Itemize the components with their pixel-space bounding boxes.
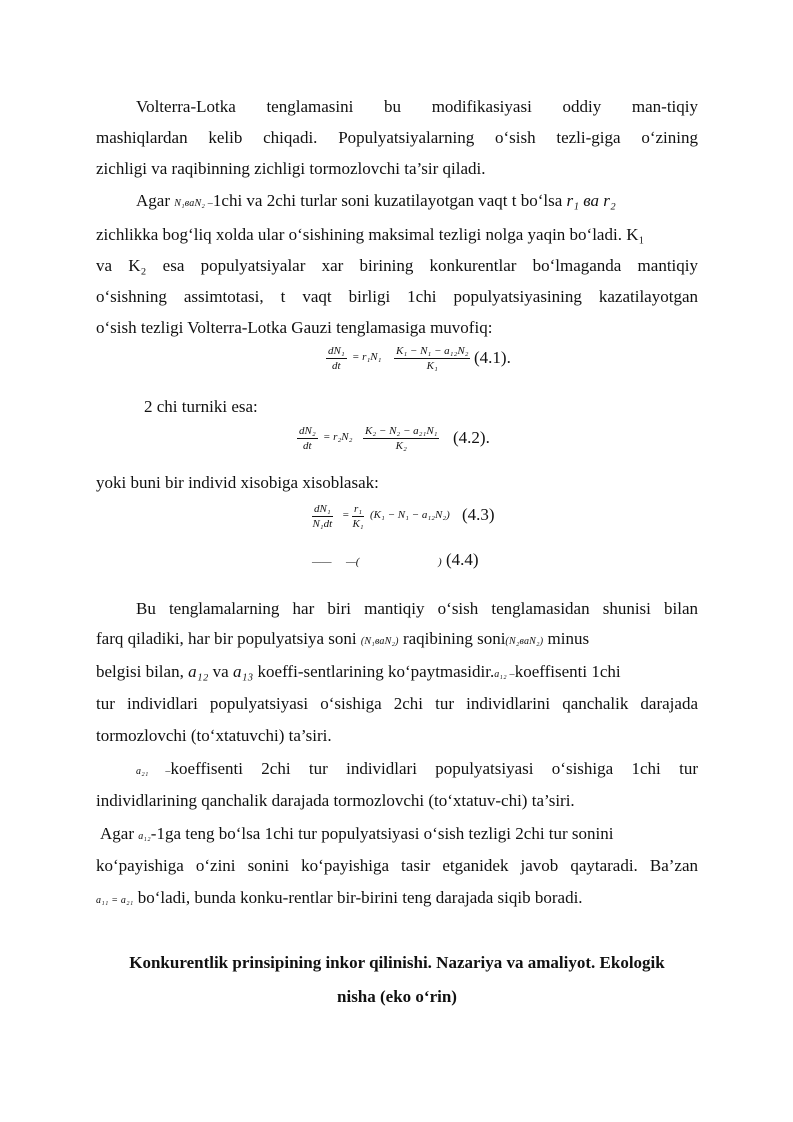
section-heading-line-1: Konkurentlik prinsipining inkor qilinishi. Nazariya va amaliyot. Ekologik [129, 953, 665, 972]
paragraph-line: tur individlari populyatsiyasi o‘sishiga 2chi tur individlarini qanchalik darajada [96, 694, 698, 713]
text: Agar [136, 191, 175, 210]
equation-fragment: —( [346, 556, 360, 568]
equation-4-1 [326, 344, 626, 384]
denominator: K₁ [352, 518, 364, 530]
inline-math: N₁ваN₂ – [174, 198, 213, 209]
fraction [394, 344, 470, 373]
equation-term: = r₁N₁ [352, 351, 382, 363]
denominator: dt [332, 360, 341, 372]
equation-4-2 [297, 424, 597, 464]
paragraph-line: Bu tenglamalarning har biri mantiqiy o‘sish tenglamasidan shunisi bilan [136, 599, 698, 618]
inline-math: a₁₂ [138, 831, 151, 842]
paragraph-line: individlarining qanchalik darajada tormozlovchi (to‘xtatuv-chi) ta’siri. [96, 791, 575, 810]
inline-math: (N₁ваN₂) [360, 636, 399, 647]
denominator: N₁dt [312, 518, 333, 530]
inline-math: a₂₁ – [136, 766, 171, 777]
text: -1ga teng bo‘lsa 1chi tur populyatsiyasi o‘sish tezligi 2chi tur sonini [150, 824, 614, 843]
text: koeffi-sentlarining ko‘paytmasidir. [253, 662, 495, 681]
equation-term: (K₁ − N₁ − a₁₂N₂) [370, 509, 450, 521]
numerator: dN₁ [328, 345, 345, 357]
paragraph-line [96, 659, 698, 685]
section-heading-line-2: nisha (eko o‘rin) [337, 987, 457, 1006]
equation-number: (4.4) [446, 550, 479, 569]
paragraph-line: va K₂ esa populyatsiyalar xar birining konkurentlar bo‘lmaganda mantiqiy [96, 256, 698, 275]
inline-math: a₁₂ – [494, 669, 515, 680]
text: koeffisenti 2chi tur individlari populyatsiyasi o‘sishiga 1chi tur [170, 759, 699, 778]
inline-math: r₁ ва r₂ [566, 191, 616, 210]
equation-term: = [342, 509, 350, 521]
numerator: dN₁ [314, 503, 331, 515]
equation-number: (4.3) [462, 505, 495, 524]
denominator: dt [303, 440, 312, 452]
paragraph-line: zichligi va raqibinning zichligi tormozlovchi ta’sir qiladi. [96, 159, 486, 178]
paragraph-line [100, 821, 698, 847]
paragraph-line: o‘sish tezligi Volterra-Lotka Gauzi tenglamasiga muvofiq: [96, 318, 493, 337]
paragraph-line: 2 chi turniki esa: [144, 397, 258, 416]
fraction [326, 344, 347, 373]
fraction [363, 424, 439, 453]
paragraph-line: ko‘payishiga o‘zini sonini ko‘payishiga tasir etganidek javob qaytaradi. Ba’zan [96, 856, 698, 875]
paragraph-line: mashiqlardan kelib chiqadi. Populyatsiyalarning o‘sish tezli-giga o‘zining [96, 128, 698, 147]
fraction [297, 424, 318, 453]
numerator: r₁ [354, 503, 363, 515]
text: minus [543, 629, 590, 648]
text: bo‘ladi, bunda konku-rentlar bir-birini teng darajada siqib boradi. [133, 888, 583, 907]
fraction [352, 502, 364, 531]
equation-fragment: —— [312, 556, 332, 568]
inline-math: a₁₂ [188, 662, 209, 681]
inline-math: a₁₁ = a₂₁ [96, 895, 134, 906]
paragraph-line: zichlikka bog‘liq xolda ular o‘sishining maksimal tezligi nolga yaqin bo‘ladi. K₁ [96, 225, 645, 244]
equation-number: (4.2). [453, 428, 490, 447]
paragraph-line [96, 885, 698, 911]
inline-math: (N₂ваN₂) [505, 636, 544, 647]
equation-number: (4.1). [474, 348, 511, 367]
numerator: dN₂ [299, 425, 316, 437]
text: Agar [100, 824, 139, 843]
equation-term: = r₂N₂ [323, 431, 353, 443]
text: 1chi va 2chi turlar soni kuzatilayotgan vaqt t bo‘lsa [212, 191, 567, 210]
paragraph-line: o‘sishning assimtotasi, t vaqt birligi 1chi populyatsiyasining kazatilayotgan [96, 287, 698, 306]
text: farq qiladiki, har bir populyatsiya soni [96, 629, 361, 648]
numerator: K₂ − N₂ − a₂₁N₁ [365, 425, 438, 437]
paragraph-line [136, 188, 698, 214]
text: va [208, 662, 233, 681]
text: raqibining soni [398, 629, 506, 648]
equation-4-3 [312, 502, 612, 542]
numerator: K₁ − N₁ − a₁₂N₂ [396, 345, 469, 357]
paragraph-line: Volterra-Lotka tenglamasini bu modifikasiyasi oddiy man-tiqiy [136, 97, 698, 116]
paragraph-line: yoki buni bir individ xisobiga xisoblasak: [96, 473, 379, 492]
paragraph-line: tormozlovchi (to‘xtatuvchi) ta’siri. [96, 726, 332, 745]
equation-4-4 [312, 550, 612, 576]
denominator: K₁ [426, 360, 438, 372]
inline-math: a₁₃ [232, 662, 254, 681]
fraction [312, 502, 333, 531]
text: belgisi bilan, [96, 662, 189, 681]
equation-fragment: ) [438, 556, 442, 568]
text: koeffisenti 1chi [514, 662, 621, 681]
denominator: K₂ [395, 440, 407, 452]
paragraph-line [96, 626, 698, 652]
paragraph-line [136, 756, 698, 782]
